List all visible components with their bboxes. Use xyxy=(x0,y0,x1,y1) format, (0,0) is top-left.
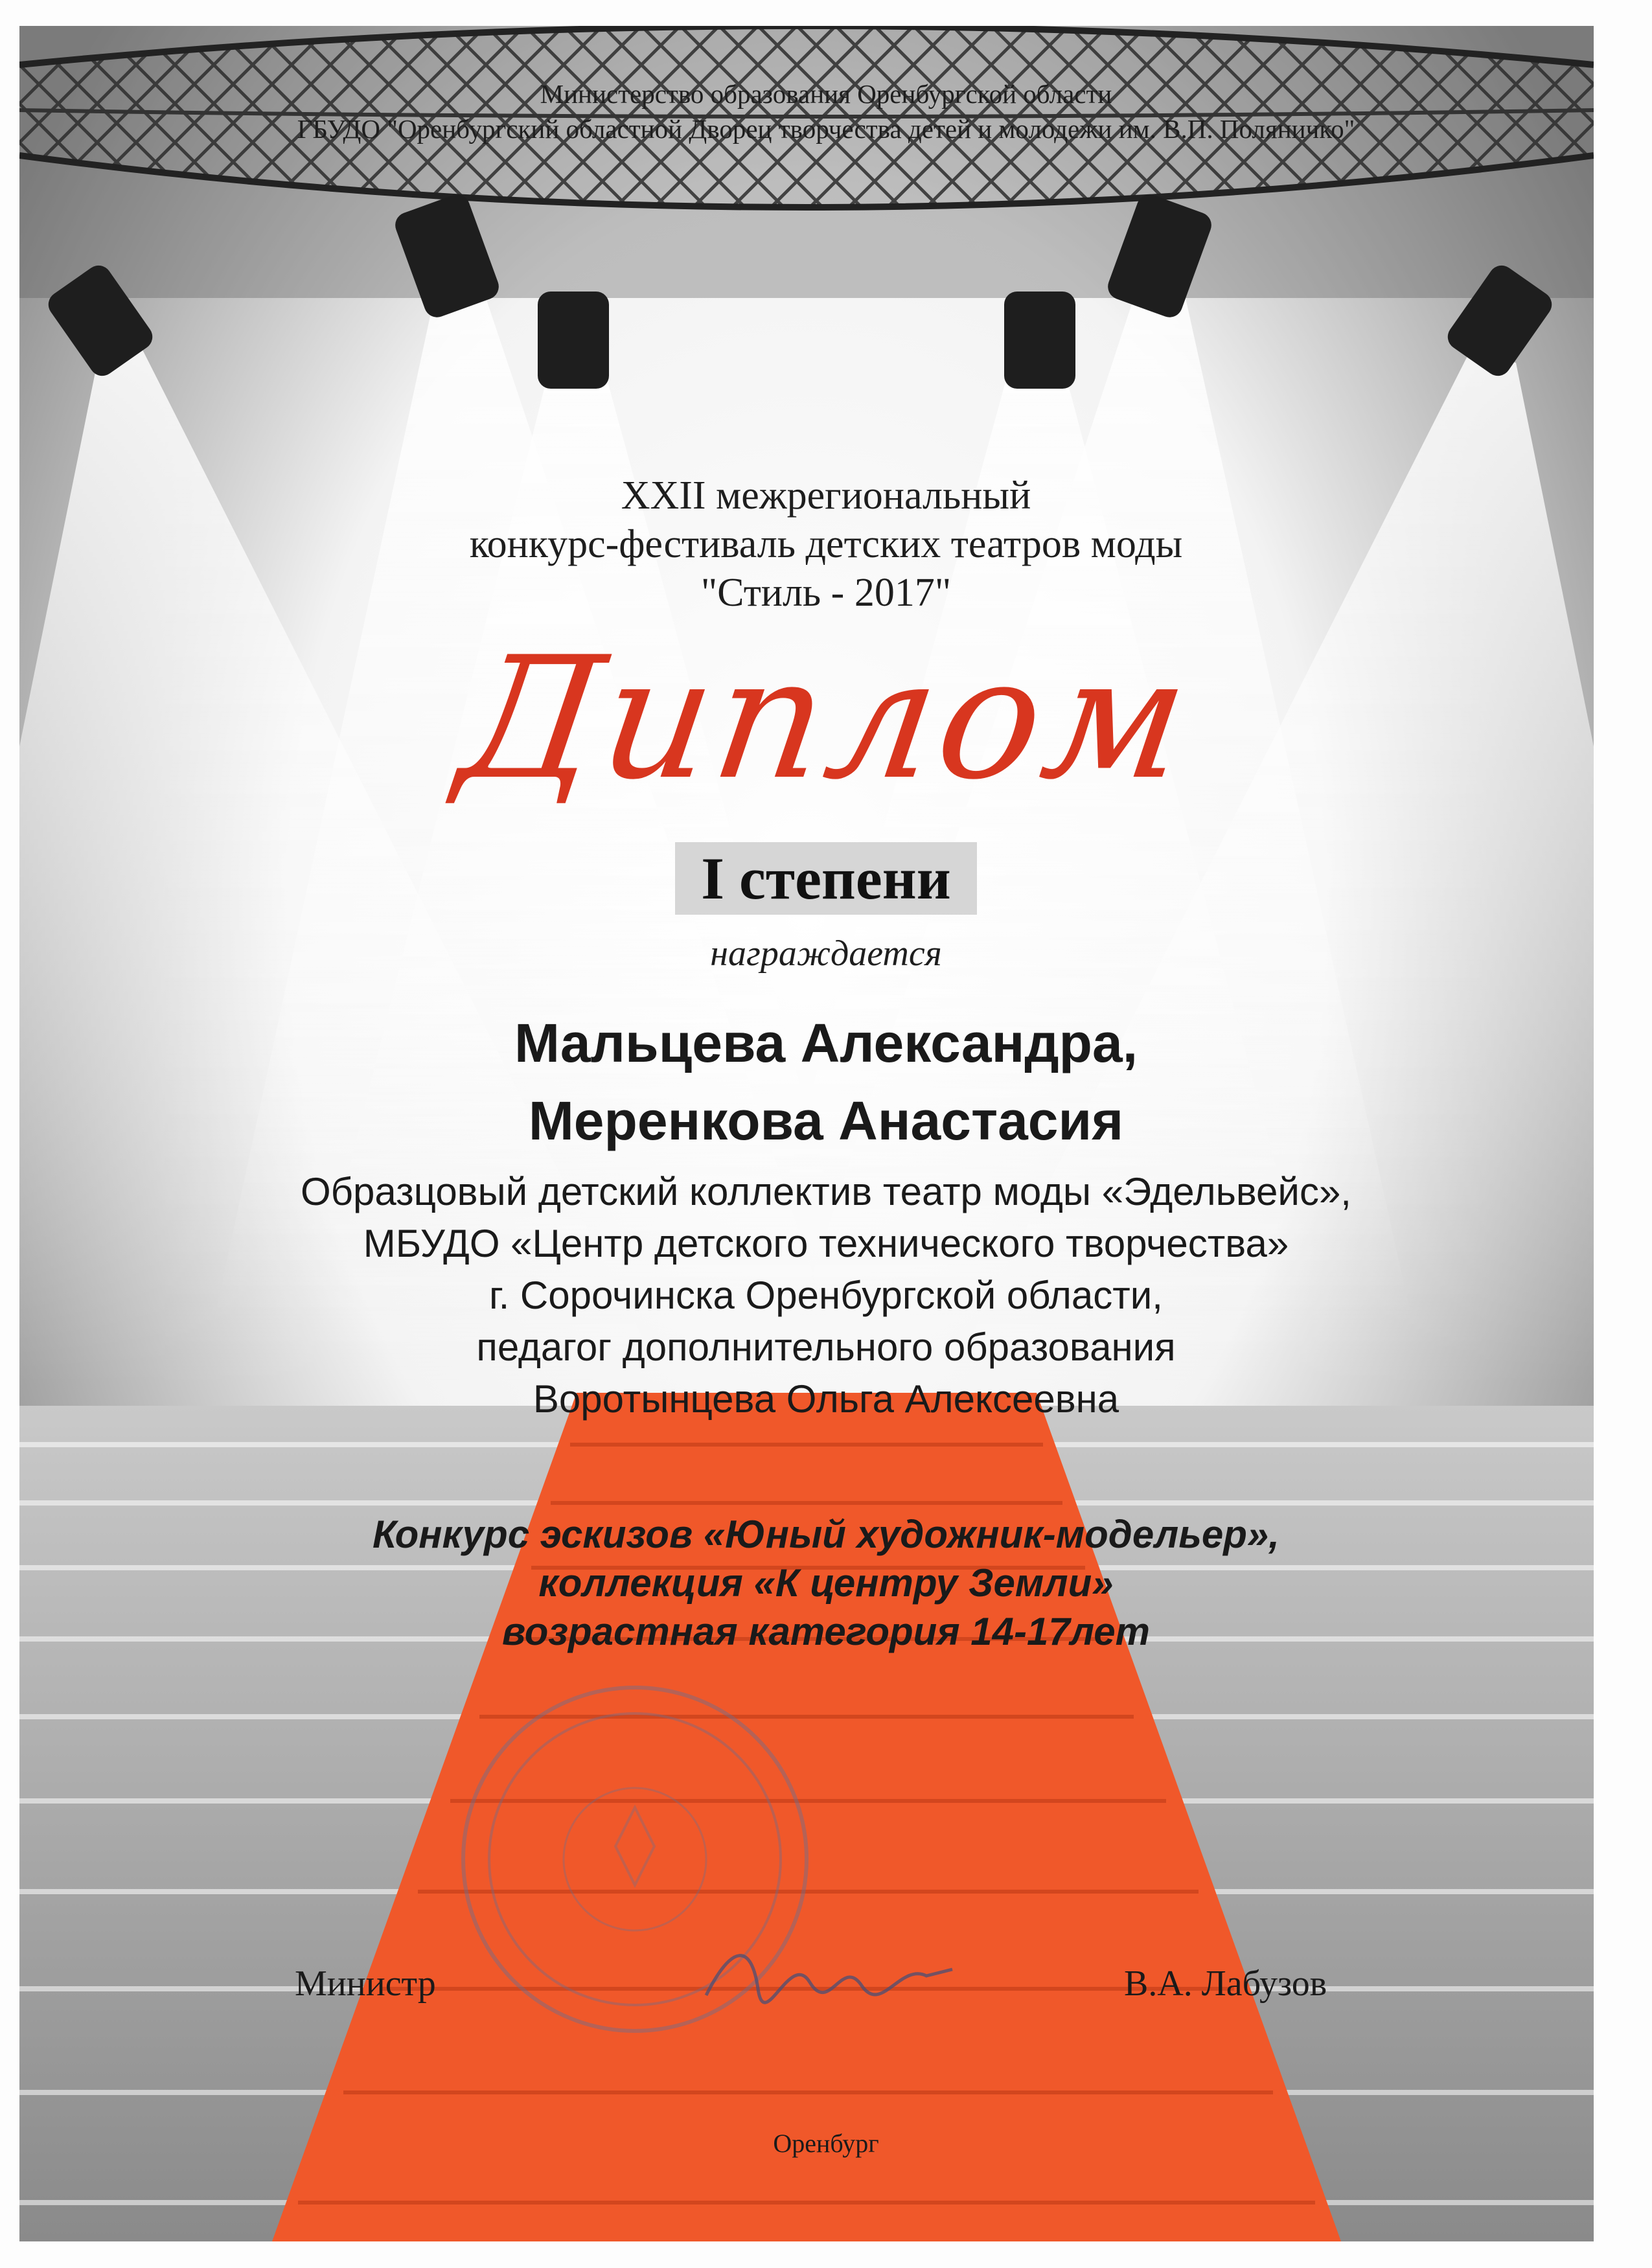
diploma-title: Диплом xyxy=(449,621,1203,817)
signatory-name: В.А. Лабузов xyxy=(1124,1964,1327,2004)
recipient-name-2: Меренкова Анастасия xyxy=(528,1090,1124,1151)
contest-line-3: возрастная категория 14-17лет xyxy=(502,1610,1150,1653)
city-label: Оренбург xyxy=(773,2129,879,2158)
description-line-2: МБУДО «Центр детского технического творчества» xyxy=(363,1222,1289,1265)
event-line-2: конкурс-фестиваль детских театров моды xyxy=(469,522,1183,566)
ministry-name: Министерство образования Оренбургской области xyxy=(540,79,1112,109)
recipient-name-1: Мальцева Александра, xyxy=(514,1013,1138,1073)
event-line-3: "Стиль - 2017" xyxy=(700,571,952,615)
signatory-role: Министр xyxy=(295,1964,436,2004)
contest-line-1: Конкурс эскизов «Юный художник-модельер», xyxy=(373,1513,1279,1556)
degree-badge: I степени xyxy=(675,842,977,915)
description-line-5: Воротынцева Ольга Алексеевна xyxy=(533,1377,1119,1421)
signature-autograph xyxy=(693,1930,965,2021)
awarded-label: награждается xyxy=(710,934,942,974)
description-line-3: г. Сорочинска Оренбургской области, xyxy=(489,1274,1163,1317)
description-line-4: педагог дополнительного образования xyxy=(476,1325,1176,1369)
event-line-1: XXII межрегиональный xyxy=(621,474,1031,518)
contest-line-2: коллекция «К центру Земли» xyxy=(538,1561,1114,1605)
institution-name: ГБУДО "Оренбургский областной Дворец творчества детей и молодежи им. В.П. Поляничко" xyxy=(297,114,1355,144)
description-line-1: Образцовый детский коллектив театр моды «Эдельвейс», xyxy=(301,1170,1351,1213)
